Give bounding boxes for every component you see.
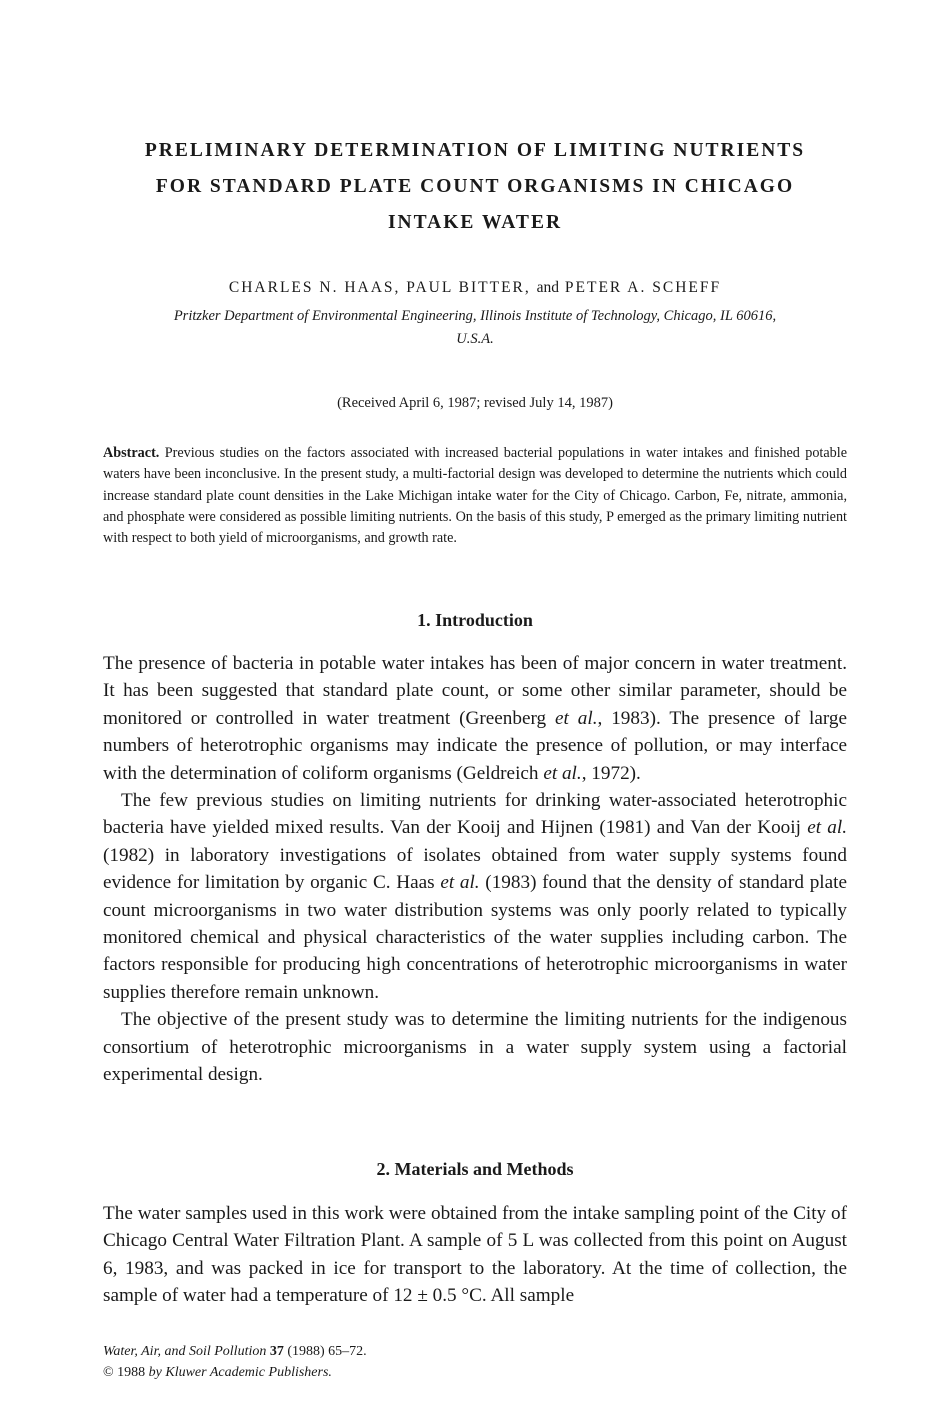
journal-volume: 37 [269,1344,284,1359]
abstract [103,443,847,549]
text-run: , 1972). [581,762,641,784]
citation-line [103,1341,847,1362]
paragraph [103,650,847,787]
paragraph [103,787,847,1006]
publisher-name: by Kluwer Academic Publishers. [148,1365,332,1380]
affiliation-line: U.S.A. [456,331,494,347]
text-run: (1983) found that the density of standard plate count microorganisms in two water distribution systems was only poorly related to typically monitored chemical and physical characteristics of the water supplies including carbon. The factors responsible for producing high concentrations of heterotrophic microorganisms in water supplies therefore remain unknown. [103,872,847,1003]
text-run: The presence of bacteria in potable water intakes has been of major concern in water treatment. It has been suggested that standard plate count, or some other similar parameter, should be monitored or controlled in water treatment (Greenberg [103,653,847,729]
copyright-line [103,1362,847,1383]
title-line: FOR STANDARD PLATE COUNT ORGANISMS IN CHICAGO [155,176,795,197]
affiliation-line: Pritzker Department of Environmental Engineering, Illinois Institute of Technology, Chicago, IL 60616, [173,308,777,324]
text-run: The few previous studies on limiting nutrients for drinking water-associated heterotrophic bacteria have yielded mixed results. Van der Kooij and Hijnen (1981) and Van der Kooij [103,790,847,839]
paper-title [103,133,847,241]
affiliation [103,305,847,351]
journal-name: Water, Air, and Soil Pollution [103,1344,267,1359]
materials-methods-body [103,1200,847,1310]
authors-and: and [536,279,560,296]
journal-pages: (1988) 65–72. [287,1344,367,1359]
text-run-italic: et al. [807,817,848,839]
section-heading-materials-methods: 2. Materials and Methods [376,1159,574,1179]
text-run-italic: et al. [555,707,598,729]
text-run: (1982) in laboratory investigations of isolates obtained from water supply systems found evidence for limitation by organic C. Haas [103,844,847,894]
text-run: , 1983). The presence of large numbers of heterotrophic organisms may indicate the presence of pollution, or may interface with the determination of coliform organisms (Geldreich [103,707,847,784]
section-heading-introduction: 1. Introduction [417,610,533,630]
abstract-text: Previous studies on the factors associated with increased bacterial populations in water intakes and finished potable waters have been inconclusive. In the present study, a multi-factorial design was developed to determine the nutrients which could increase standard plate count densities in the Lake Michigan intake water for the City of Chicago. Carbon, Fe, nitrate, ammonia, and phosphate were considered as possible limiting nutrients. On the basis of this study, P emerged as the primary limiting nutrient with respect to both yield of microorganisms, and growth rate. [103,445,847,547]
abstract-label: Abstract. [103,445,160,461]
text-run-italic: et al. [543,762,582,784]
paragraph: The water samples used in this work were obtained from the intake sampling point of the City of Chicago Central Water Filtration Plant. A sample of 5 L was collected from this point on August 6, 1983, and was packed in ice for transport to the laboratory. At the time of collection, the sample of water had a temperature of 12 ± 0.5 °C. All sample [103,1203,847,1307]
page-footer [103,1341,847,1383]
title-line: INTAKE WATER [387,212,563,233]
title-line: PRELIMINARY DETERMINATION OF LIMITING NUTRIENTS [144,140,806,161]
paragraph: The objective of the present study was to determine the limiting nutrients for the indigenous consortium of heterotrophic microorganisms in a water supply system using a factorial experimental design. [103,1009,847,1086]
introduction-body [103,650,847,1089]
author-list [103,278,847,298]
copyright-year: © 1988 [103,1365,146,1380]
authors-part2: PETER A. SCHEFF [564,279,722,296]
authors-part1: CHARLES N. HAAS, PAUL BITTER, [228,279,531,296]
received-dates: (Received April 6, 1987; revised July 14, 1987) [337,395,613,411]
text-run-italic: et al. [440,872,480,894]
